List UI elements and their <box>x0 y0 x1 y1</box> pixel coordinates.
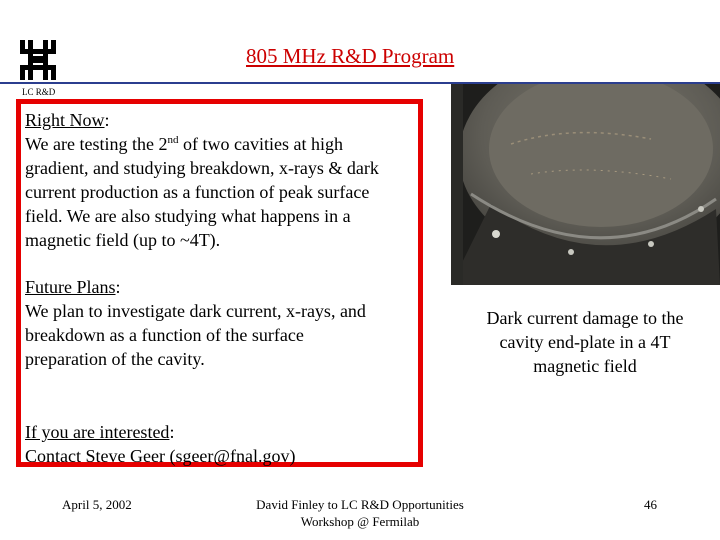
contact-line: Contact Steve Geer (sgeer@fnal.gov) <box>25 446 296 466</box>
future-plans-heading: Future Plans <box>25 277 116 297</box>
interested-heading: If you are interested <box>25 422 170 442</box>
photo-caption-line-3: magnetic field <box>533 356 637 376</box>
interested-section: If you are interested: Contact Steve Geer (sgeer@fnal.gov) <box>25 420 420 468</box>
footer-presenter <box>240 496 480 530</box>
right-now-heading: Right Now <box>25 110 105 130</box>
footer-presenter-line-2: Workshop @ Fermilab <box>300 514 420 529</box>
photo-caption <box>455 306 715 378</box>
future-plans-section: Future Plans: We plan to investigate dark current, x-rays, and breakdown as a function of the surface preparation of the cavity. <box>25 275 420 371</box>
fermilab-logo-icon <box>18 38 58 82</box>
right-now-section: Right Now: We are testing the 2nd of two cavities at high gradient, and studying breakdown, x-rays & dark current production as a function of peak surface field. We are also studying what happens in a magnetic field (up to ~4T). <box>25 108 420 252</box>
photo-caption-line-1: Dark current damage to the <box>486 308 684 328</box>
footer-presenter-line-1: David Finley to LC R&D Opportunities <box>256 497 464 512</box>
cavity-endplate-photo <box>451 84 720 285</box>
right-now-line-4: field. We are also studying what happens in a <box>25 206 351 226</box>
right-now-line-1: We are testing the 2nd of two cavities at high <box>25 134 343 154</box>
page-number: 46 <box>644 497 657 512</box>
footer-date: April 5, 2002 <box>62 497 132 512</box>
right-now-line-5: magnetic field (up to ~4T). <box>25 230 221 250</box>
future-plans-line-1: We plan to investigate dark current, x-rays, and <box>25 301 366 321</box>
photo-caption-line-2: cavity end-plate in a 4T <box>499 332 671 352</box>
future-plans-line-2: breakdown as a function of the surface <box>25 325 304 345</box>
future-plans-line-3: preparation of the cavity. <box>25 349 205 369</box>
right-now-line-3: current production as a function of peak surface <box>25 182 370 202</box>
slide-title[interactable]: 805 MHz R&D Program <box>246 44 455 68</box>
right-now-line-2: gradient, and studying breakdown, x-rays & dark <box>25 158 379 178</box>
logo-caption: LC R&D <box>22 87 56 97</box>
